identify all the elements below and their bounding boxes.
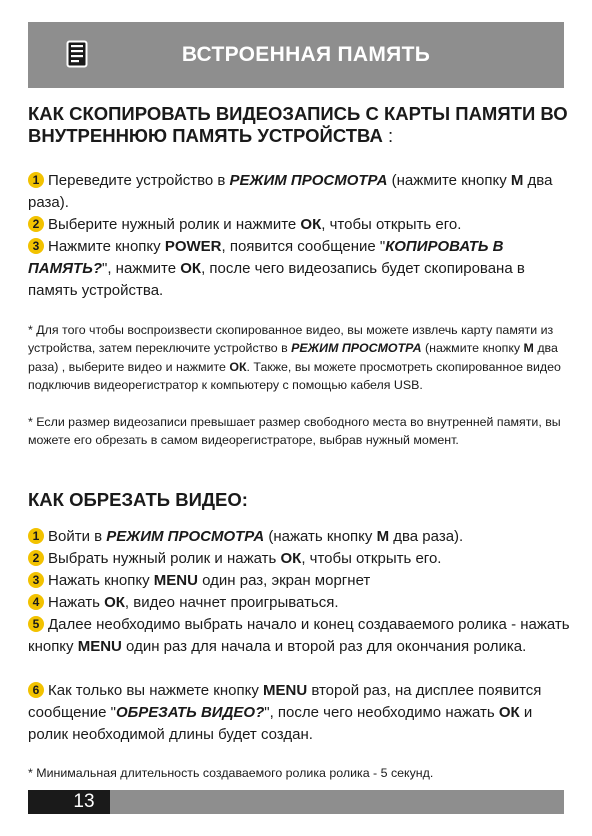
step-mode-name: РЕЖИМ ПРОСМОТРА (106, 528, 265, 545)
step-text: (нажать кнопку (264, 528, 377, 545)
trim-step-6 (28, 680, 573, 746)
step-number-badge: 3 (28, 238, 44, 254)
step-text: Переведите устройство в (48, 172, 230, 189)
trim-step-1 (28, 526, 573, 548)
trim-step-4 (28, 592, 573, 614)
step-text: Нажмите кнопку (48, 238, 165, 255)
step-key-name: ОК (498, 704, 520, 721)
section-copy-title (28, 103, 568, 147)
step-key-name: ОК (104, 594, 125, 611)
note-text: * Для того чтобы воспроизвести скопированное видео, вы можете извлечь карту памяти из устройства, затем переключите устройство в (28, 323, 554, 356)
page-number: 13 (73, 791, 95, 812)
step-text: , чтобы открыть его. (301, 550, 442, 567)
copy-note-1 (28, 321, 568, 395)
step-key-name: MENU (153, 572, 198, 589)
copy-note-2: * Если размер видеозаписи превышает размер свободного места во внутренней памяти, вы можете его обрезать в самом видеорегистраторе, выбрав нужный момент. (28, 415, 561, 448)
copy-step-3 (28, 236, 573, 302)
note-text: (нажмите кнопку (421, 341, 524, 356)
step-text: Нажать (48, 594, 105, 611)
trim-note: * Минимальная длительность создаваемого ролика ролика - 5 секунд. (28, 766, 434, 780)
step-number-badge: 2 (28, 216, 44, 232)
step-key-name: MENU (263, 682, 308, 699)
note-text: два раза) , выберите видео и нажмите (28, 341, 558, 374)
step-number-badge: 4 (28, 594, 44, 610)
note-key-name: М (523, 341, 534, 356)
step-text: Далее необходимо выбрать начало и конец создаваемого ролика - нажать кнопку (28, 616, 570, 655)
page-title: ВСТРОЕННАЯ ПАМЯТЬ (181, 43, 431, 66)
step-key-name: М (510, 172, 524, 189)
step-key-name: MENU (77, 638, 122, 655)
step-text: один раз, экран моргнет (197, 572, 371, 589)
step-key-name: ОК (280, 550, 302, 567)
step-key-name: ОК (300, 216, 322, 233)
copy-step-2 (28, 214, 573, 236)
step-number-badge: 3 (28, 572, 44, 588)
step-message: КОПИРОВАТЬ В ПАМЯТЬ? (28, 238, 504, 277)
step-text: два раза). (389, 528, 464, 545)
note-text: . Также, вы можете просмотреть скопированное видео подключив видеорегистратор к компьютеру с помощью кабеля USB. (28, 359, 561, 393)
step-number-badge: 5 (28, 616, 44, 632)
step-text: ", после чего необходимо нажать (264, 704, 499, 721)
step-message: ОБРЕЗАТЬ ВИДЕО? (115, 704, 265, 721)
step-text: , чтобы открыть его. (321, 216, 462, 233)
trim-step-3 (28, 570, 573, 592)
step-text: и ролик необходимой длины будет создан. (28, 704, 533, 743)
step-text: , после чего видеозапись будет скопирована в память устройства. (28, 260, 525, 299)
step-text: Как только вы нажмете кнопку (48, 682, 263, 699)
footer-bar (110, 790, 564, 814)
step-text: Нажать кнопку (48, 572, 154, 589)
step-text: Войти в (48, 528, 107, 545)
step-text: два раза). (28, 172, 553, 211)
step-key-name: POWER (164, 238, 222, 255)
section-copy-title-line1: КАК СКОПИРОВАТЬ ВИДЕОЗАПИСЬ С КАРТЫ ПАМЯТИ ВО (28, 103, 568, 124)
step-key-name: М (376, 528, 390, 545)
step-text: ", нажмите (102, 260, 181, 277)
note-key-name: ОК (229, 359, 247, 374)
step-number-badge: 1 (28, 528, 44, 544)
step-number-badge: 2 (28, 550, 44, 566)
section-copy-title-colon: : (382, 125, 394, 146)
step-text: (нажмите кнопку (387, 172, 511, 189)
step-text: второй раз, на дисплее появится сообщение " (28, 682, 542, 721)
step-mode-name: РЕЖИМ ПРОСМОТРА (229, 172, 388, 189)
page-header (28, 22, 564, 88)
section-copy-title-line2: ВНУТРЕННЮЮ ПАМЯТЬ УСТРОЙСТВА (28, 125, 383, 146)
step-number-badge: 1 (28, 172, 44, 188)
trim-step-5 (28, 614, 573, 658)
step-text: один раз для начала и второй раз для окончания ролика. (121, 638, 527, 655)
step-text: Выберите нужный ролик и нажмите (48, 216, 301, 233)
trim-step-2 (28, 548, 573, 570)
note-mode-name: РЕЖИМ ПРОСМОТРА (291, 341, 422, 356)
step-text: , видео начнет проигрываться. (124, 594, 339, 611)
step-key-name: ОК (180, 260, 202, 277)
page-number-box (28, 790, 110, 814)
step-text: Выбрать нужный ролик и нажать (48, 550, 281, 567)
section-trim-title: КАК ОБРЕЗАТЬ ВИДЕО: (28, 489, 248, 510)
step-text: , появится сообщение " (221, 238, 386, 255)
copy-step-1 (28, 170, 573, 214)
step-number-badge: 6 (28, 682, 44, 698)
